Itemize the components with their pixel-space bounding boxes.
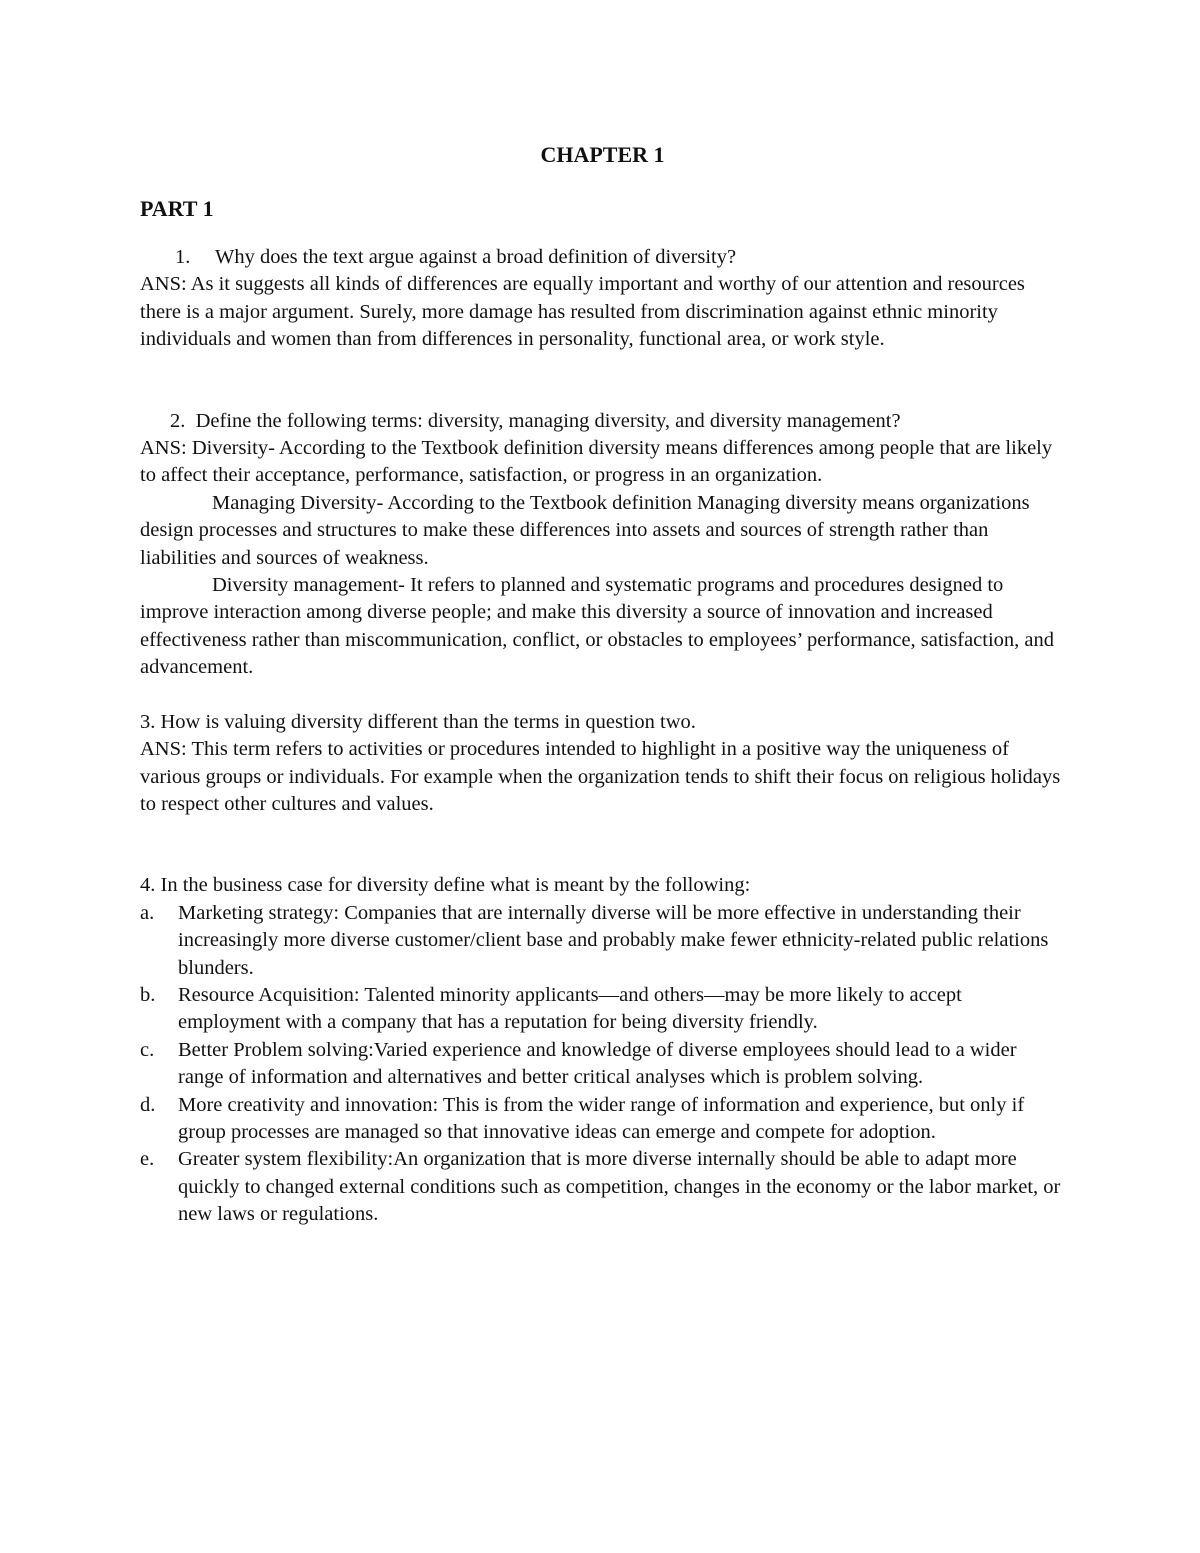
question-3: 3. How is valuing diversity different than the terms in question two.	[140, 710, 696, 733]
list-text: More creativity and innovation: This is from the wider range of information and experience, but only if group processes are managed so that innovative ideas can emerge and compete for adoption.	[178, 1093, 1025, 1143]
list-item	[140, 1146, 1065, 1228]
answer-3: ANS: This term refers to activities or procedures intended to highlight in a positive way the uniqueness of various groups or individuals. For example when the organization tends to shift their focus on religious holidays to respect other cultures and values.	[140, 738, 1061, 815]
question-1-text: Why does the text argue against a broad definition of diversity?	[215, 246, 737, 268]
business-case-list	[140, 900, 1065, 1229]
question-4: 4. In the business case for diversity define what is meant by the following:	[140, 874, 751, 897]
question-1-number: 1.	[175, 246, 191, 268]
list-item	[140, 1092, 1065, 1147]
list-item	[140, 900, 1065, 982]
part-title: PART 1	[140, 196, 214, 221]
list-text: Greater system flexibility:An organization that is more diverse internally should be able to adapt more quickly to changed external conditions such as competition, changes in the economy or the labor market, or new laws or regulations.	[178, 1148, 1061, 1226]
document-page	[140, 140, 1065, 1229]
question-2-number: 2.	[170, 409, 186, 432]
list-text: Better Problem solving:Varied experience and knowledge of diverse employees should lead to a wider range of information and alternatives and better critical analyses which is problem solving.	[178, 1038, 1017, 1089]
answer-1: ANS: As it suggests all kinds of differences are equally important and worthy of our attention and resources there is a major argument. Surely, more damage has resulted from discrimination against ethnic minority individuals and women than from differences in personality, functional area, or work style.	[140, 273, 1025, 351]
list-letter: b.	[140, 983, 156, 1006]
list-letter: c.	[140, 1038, 155, 1061]
answer-2-diversity-management: Diversity management- It refers to planned and systematic programs and procedures designed to improve interaction among diverse people; and make this diversity a source of innovation and increased effectiveness rather than miscommunication, conflict, or obstacles to employees’ performance, satisfaction, and advancement.	[140, 574, 1055, 679]
chapter-title: CHAPTER 1	[540, 142, 665, 167]
question-1	[140, 244, 1065, 271]
list-item	[140, 1037, 1065, 1092]
list-letter: a.	[140, 901, 155, 924]
question-2	[140, 408, 1065, 435]
answer-2-managing-diversity: Managing Diversity- According to the Textbook definition Managing diversity means organizations design processes and structures to make these differences into assets and sources of strength rather than liabilities and sources of weakness.	[140, 491, 1030, 569]
answer-2-diversity: ANS: Diversity- According to the Textbook definition diversity means differences among people that are likely to affect their acceptance, performance, satisfaction, or progress in an organization.	[140, 437, 1053, 487]
list-text: Marketing strategy: Companies that are internally diverse will be more effective in understanding their increasingly more diverse customer/client base and probably make fewer ethnicity-related public relations blunders.	[178, 901, 1049, 979]
list-letter: d.	[140, 1093, 156, 1116]
list-text: Resource Acquisition: Talented minority applicants—and others—may be more likely to accept employment with a company that has a reputation for being diversity friendly.	[178, 983, 962, 1034]
question-2-text: Define the following terms: diversity, managing diversity, and diversity management?	[195, 409, 901, 432]
list-item	[140, 982, 1065, 1037]
list-letter: e.	[140, 1148, 155, 1171]
